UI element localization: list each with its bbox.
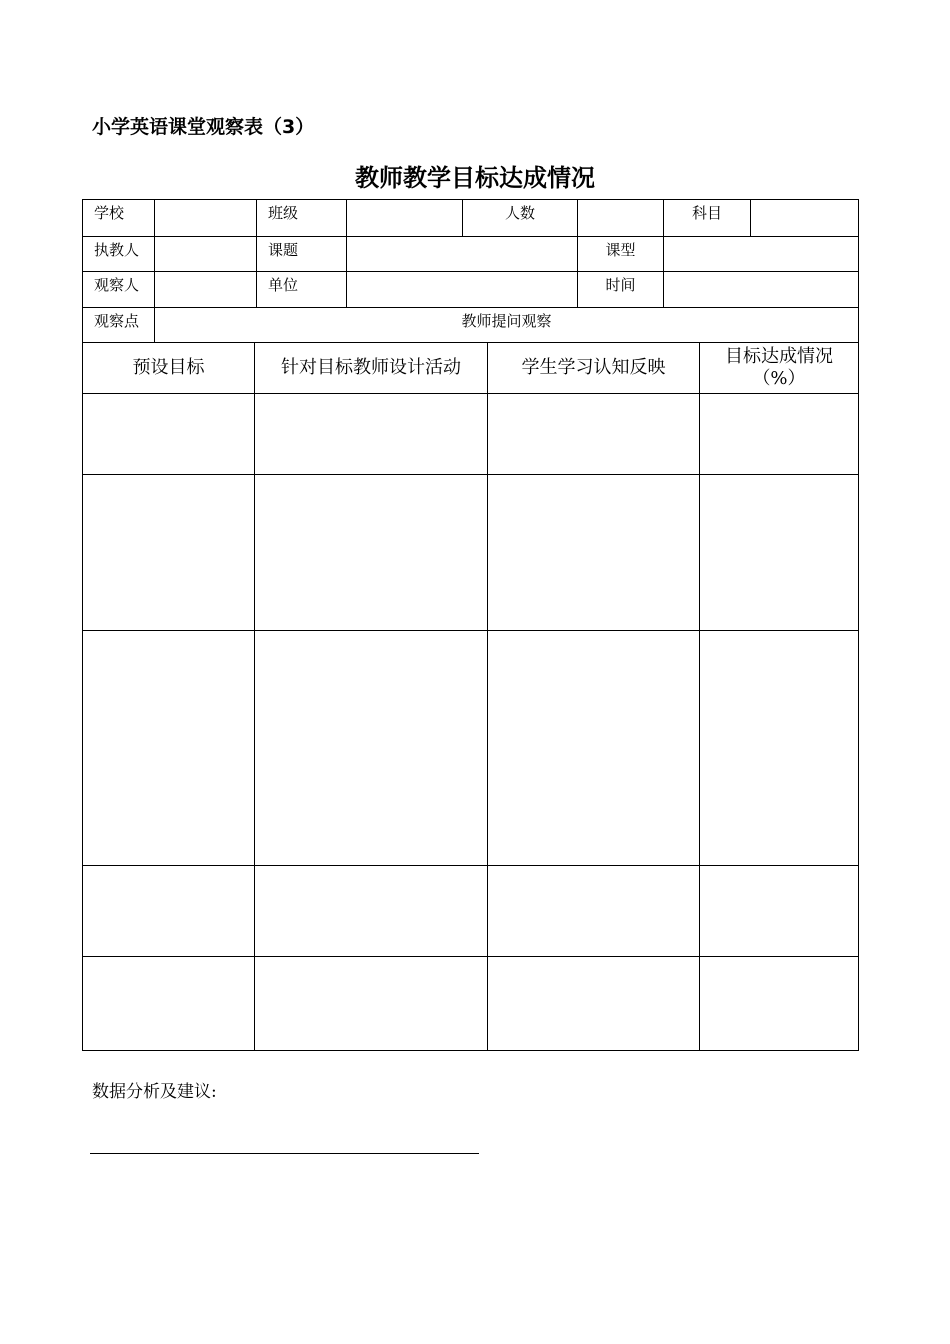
teacher-activity-cell[interactable] (255, 631, 488, 866)
time-field[interactable] (664, 272, 859, 308)
document-title: 教师教学目标达成情况 (355, 164, 595, 192)
goal-achievement-cell[interactable] (700, 475, 859, 631)
goals-table (82, 342, 859, 1051)
header-goal-achievement-line1: 目标达成情况 (725, 346, 833, 367)
observer-field[interactable] (155, 272, 257, 308)
observer-label: 观察人 (83, 272, 155, 308)
topic-label: 课题 (257, 237, 347, 272)
type-label: 课型 (578, 237, 664, 272)
teacher-activity-cell[interactable] (255, 866, 488, 957)
subject-label: 科目 (664, 200, 751, 237)
teacher-activity-cell[interactable] (255, 394, 488, 475)
goal-achievement-cell[interactable] (700, 394, 859, 475)
header-teacher-activity: 针对目标教师设计活动 (255, 343, 488, 394)
class-label: 班级 (257, 200, 347, 237)
goal-achievement-cell[interactable] (700, 957, 859, 1051)
header-student-response: 学生学习认知反映 (488, 343, 700, 394)
table-row (83, 394, 859, 475)
analysis-line (90, 1153, 479, 1154)
school-field[interactable] (155, 200, 257, 237)
info-table (82, 199, 859, 343)
time-label: 时间 (578, 272, 664, 308)
document-heading: 小学英语课堂观察表（3） (92, 116, 315, 138)
preset-goal-cell[interactable] (83, 957, 255, 1051)
student-response-cell[interactable] (488, 631, 700, 866)
preset-goal-cell[interactable] (83, 394, 255, 475)
teacher-activity-cell[interactable] (255, 957, 488, 1051)
analysis-label: 数据分析及建议: (92, 1082, 217, 1102)
student-response-cell[interactable] (488, 394, 700, 475)
unit-label: 单位 (257, 272, 347, 308)
preset-goal-cell[interactable] (83, 475, 255, 631)
count-field[interactable] (578, 200, 664, 237)
preset-goal-cell[interactable] (83, 631, 255, 866)
teacher-activity-cell[interactable] (255, 475, 488, 631)
student-response-cell[interactable] (488, 475, 700, 631)
type-field[interactable] (664, 237, 859, 272)
student-response-cell[interactable] (488, 866, 700, 957)
student-response-cell[interactable] (488, 957, 700, 1051)
table-row (83, 475, 859, 631)
teacher-label: 执教人 (83, 237, 155, 272)
teacher-field[interactable] (155, 237, 257, 272)
unit-field[interactable] (347, 272, 578, 308)
header-goal-achievement (700, 343, 859, 394)
goal-achievement-cell[interactable] (700, 631, 859, 866)
table-row (83, 957, 859, 1051)
goal-achievement-cell[interactable] (700, 866, 859, 957)
table-row (83, 631, 859, 866)
class-field[interactable] (347, 200, 463, 237)
header-goal-achievement-line2: （%） (752, 368, 806, 389)
point-value: 教师提问观察 (155, 308, 859, 343)
point-label: 观察点 (83, 308, 155, 343)
topic-field[interactable] (347, 237, 578, 272)
header-preset-goal: 预设目标 (83, 343, 255, 394)
subject-field[interactable] (751, 200, 859, 237)
school-label: 学校 (83, 200, 155, 237)
table-row (83, 866, 859, 957)
count-label: 人数 (463, 200, 578, 237)
preset-goal-cell[interactable] (83, 866, 255, 957)
